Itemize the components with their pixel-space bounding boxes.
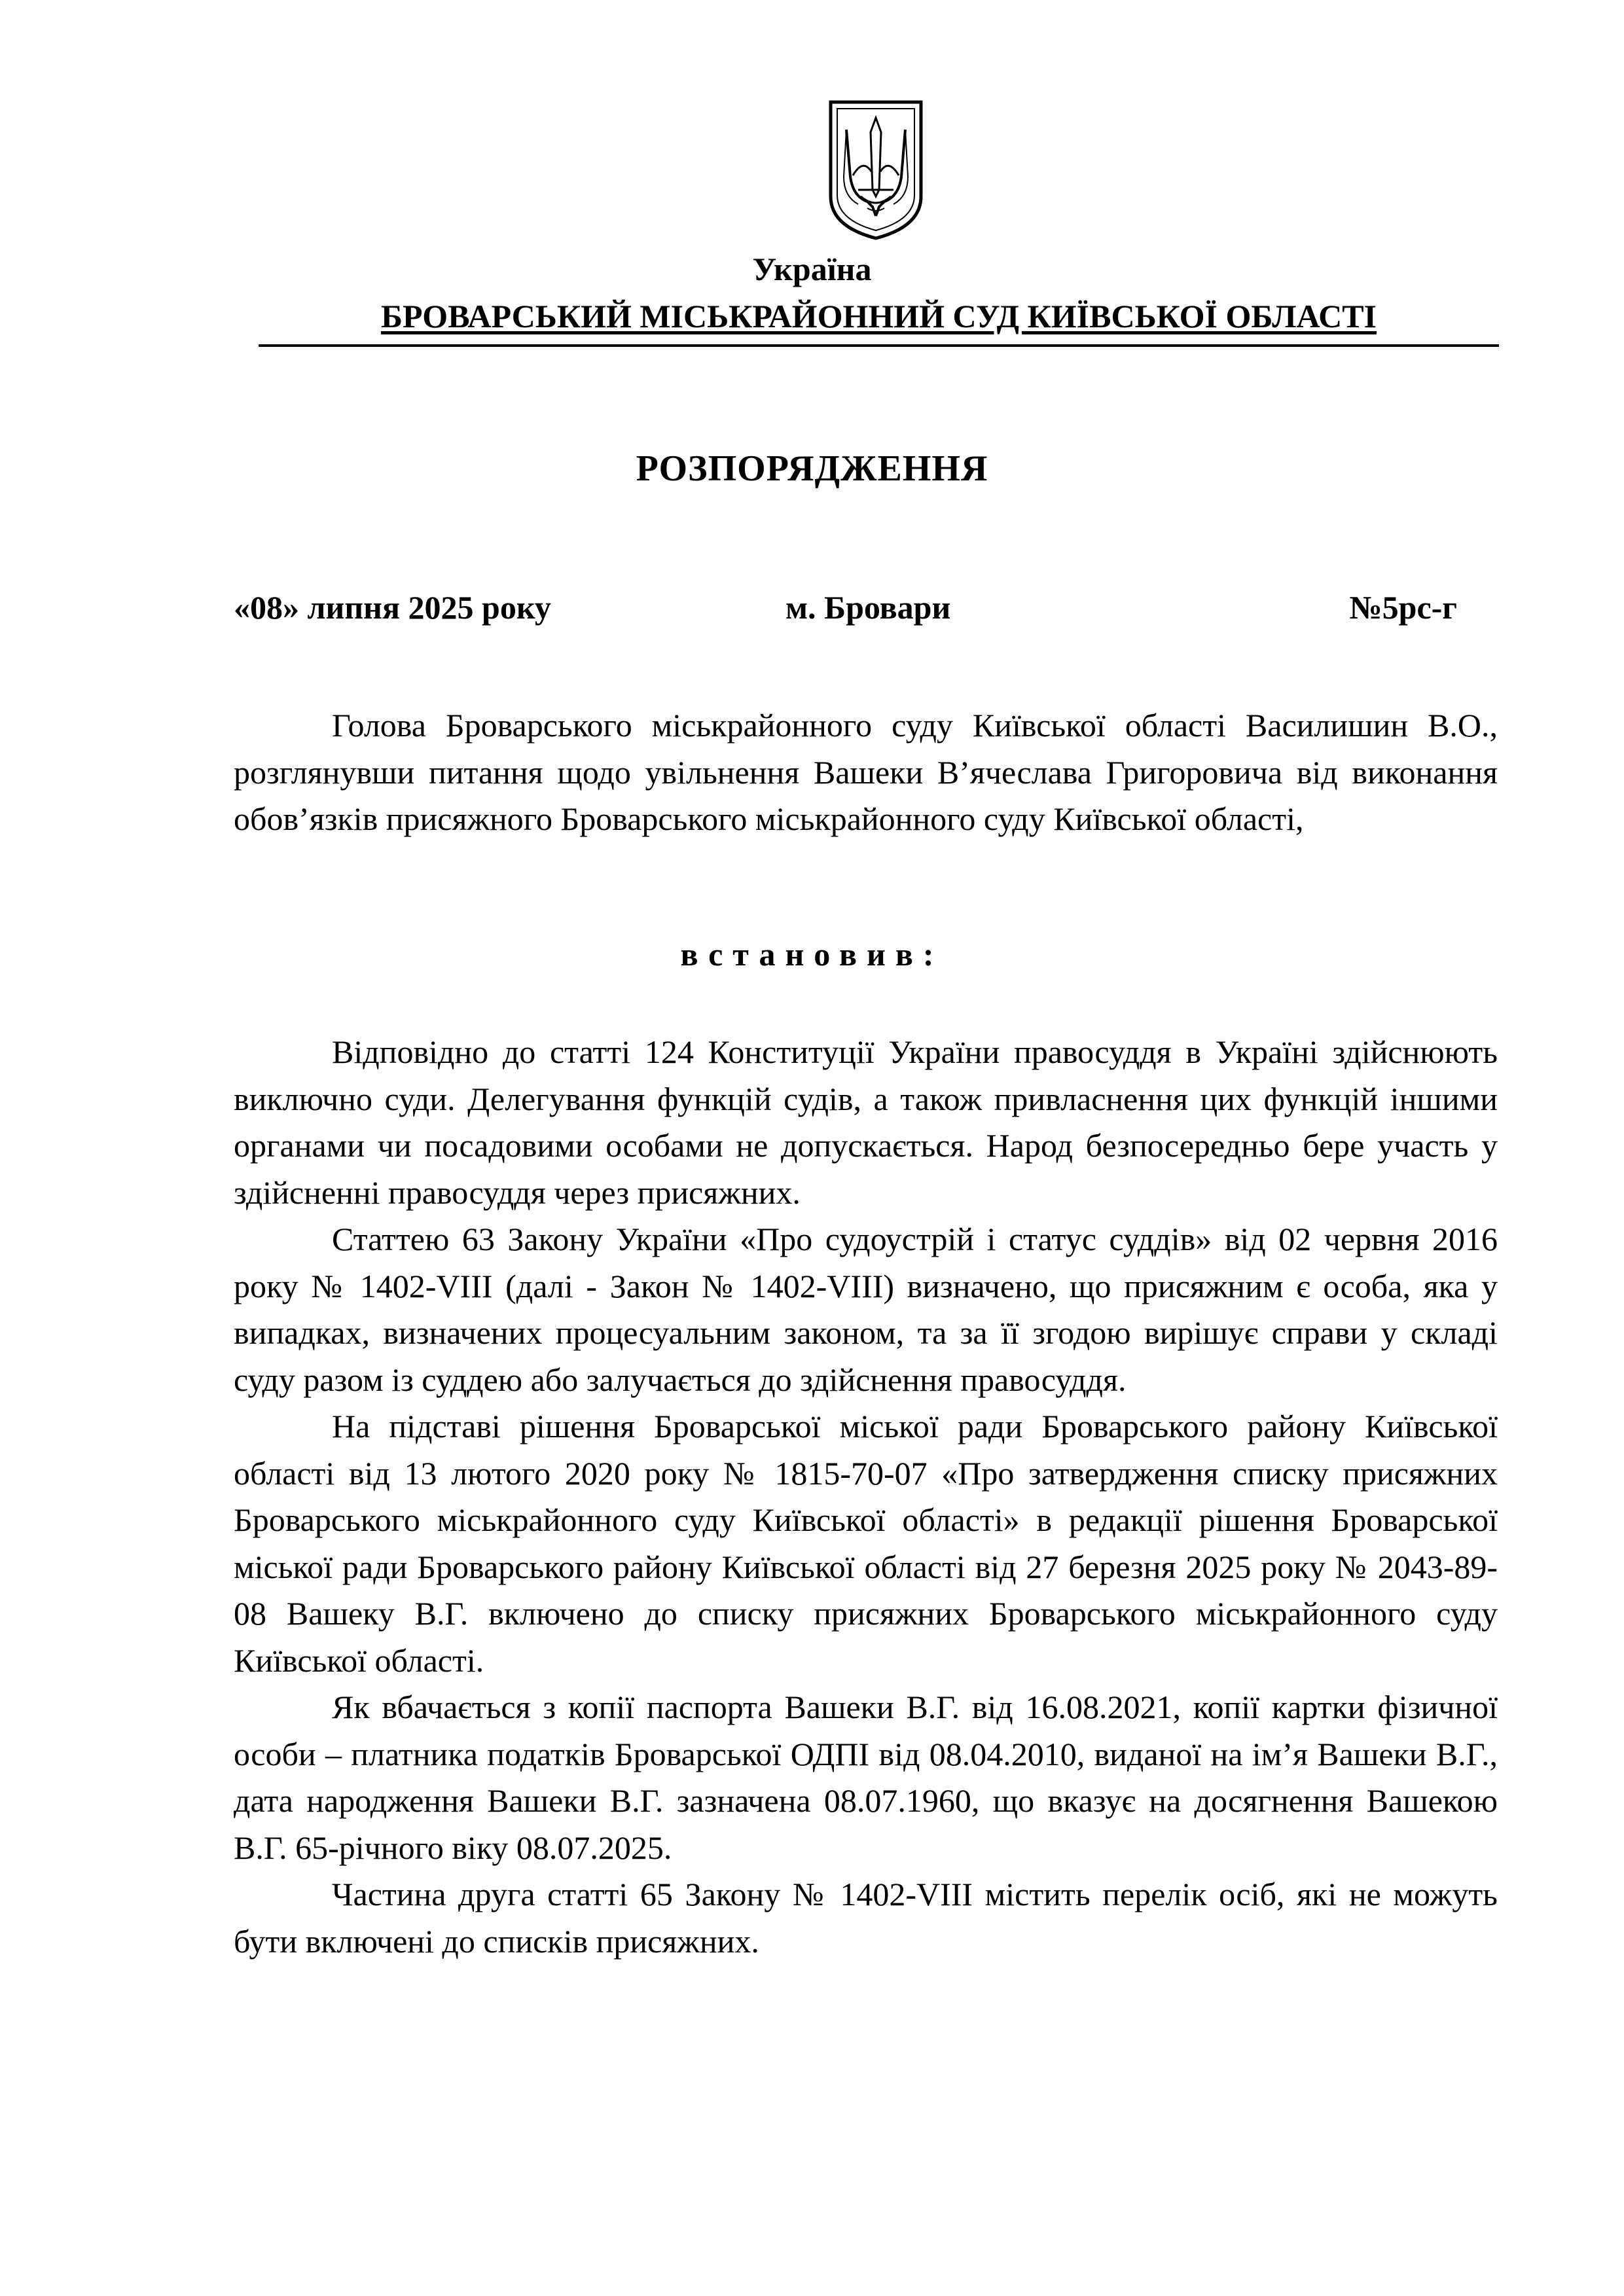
body-paragraph: Як вбачається з копії паспорта Вашеки В.Г. від 16.08.2021, копії картки фізичної особи – платника податків Броварської ОДПІ від 08.04.2010, виданої на ім’я Вашеки В.Г., дата народження Вашеки В.Г. зазначена 08.07.1960, що вказує на досягнення Вашекою В.Г. 65-річного віку 08.07.2025.: [234, 1689, 1498, 1866]
document-date: «08» липня 2025 року: [234, 589, 551, 626]
header-divider: [259, 344, 1499, 347]
main-body: [234, 1029, 1498, 1965]
established-heading: встановив:: [680, 936, 944, 973]
body-paragraph: Частина друга статті 65 Закону № 1402-VIII містить перелік осіб, які не можуть бути включені до списків присяжних.: [234, 1876, 1498, 1960]
document-title: РОЗПОРЯДЖЕННЯ: [636, 448, 988, 489]
body-paragraph: Статтею 63 Закону України «Про судоустрій і статус суддів» від 02 червня 2016 року № 1402-VIII (далі - Закон № 1402-VIII) визначено, що присяжним є особа, яка у випадках, визначених процесуальним законом, та за її згодою вирішує справи у складі суду разом із суддею або залучається до здійснення правосуддя.: [234, 1221, 1498, 1398]
country-name: Україна: [752, 251, 872, 287]
court-name: БРОВАРСЬКИЙ МІСЬКРАЙОННИЙ СУД КИЇВСЬКОЇ ОБЛАСТІ: [381, 298, 1377, 334]
body-paragraph: На підставі рішення Броварської міської ради Броварського району Київської області від 13 лютого 2020 року № 1815-70-07 «Про затвердження списку присяжних Броварського міськрайонного суду Київської області» в редакції рішення Броварської міської ради Броварського району Київської області від 27 березня 2025 року № 2043-89-08 Вашеку В.Г. включено до списку присяжних Броварського міськрайонного суду Київської області.: [234, 1408, 1498, 1679]
document-number: №5рс-г: [1349, 589, 1457, 626]
document-city: м. Бровари: [785, 589, 951, 626]
tryzub-coat-of-arms-icon: [827, 98, 925, 241]
intro-paragraph: Голова Броварського міськрайонного суду Київської області Василишин В.О., розглянувши питання щодо увільнення Вашеки В’ячеслава Григоровича від виконання обов’язків присяжного Броварського міськрайонного суду Київської області,: [234, 707, 1498, 837]
intro-section: [234, 702, 1498, 843]
body-paragraph: Відповідно до статті 124 Конституції України правосуддя в Україні здійснюють виключно суди. Делегування функцій судів, а також привласнення цих функцій іншими органами чи посадовими особами не допускається. Народ безпосередньо бере участь у здійсненні правосуддя через присяжних.: [234, 1033, 1498, 1211]
